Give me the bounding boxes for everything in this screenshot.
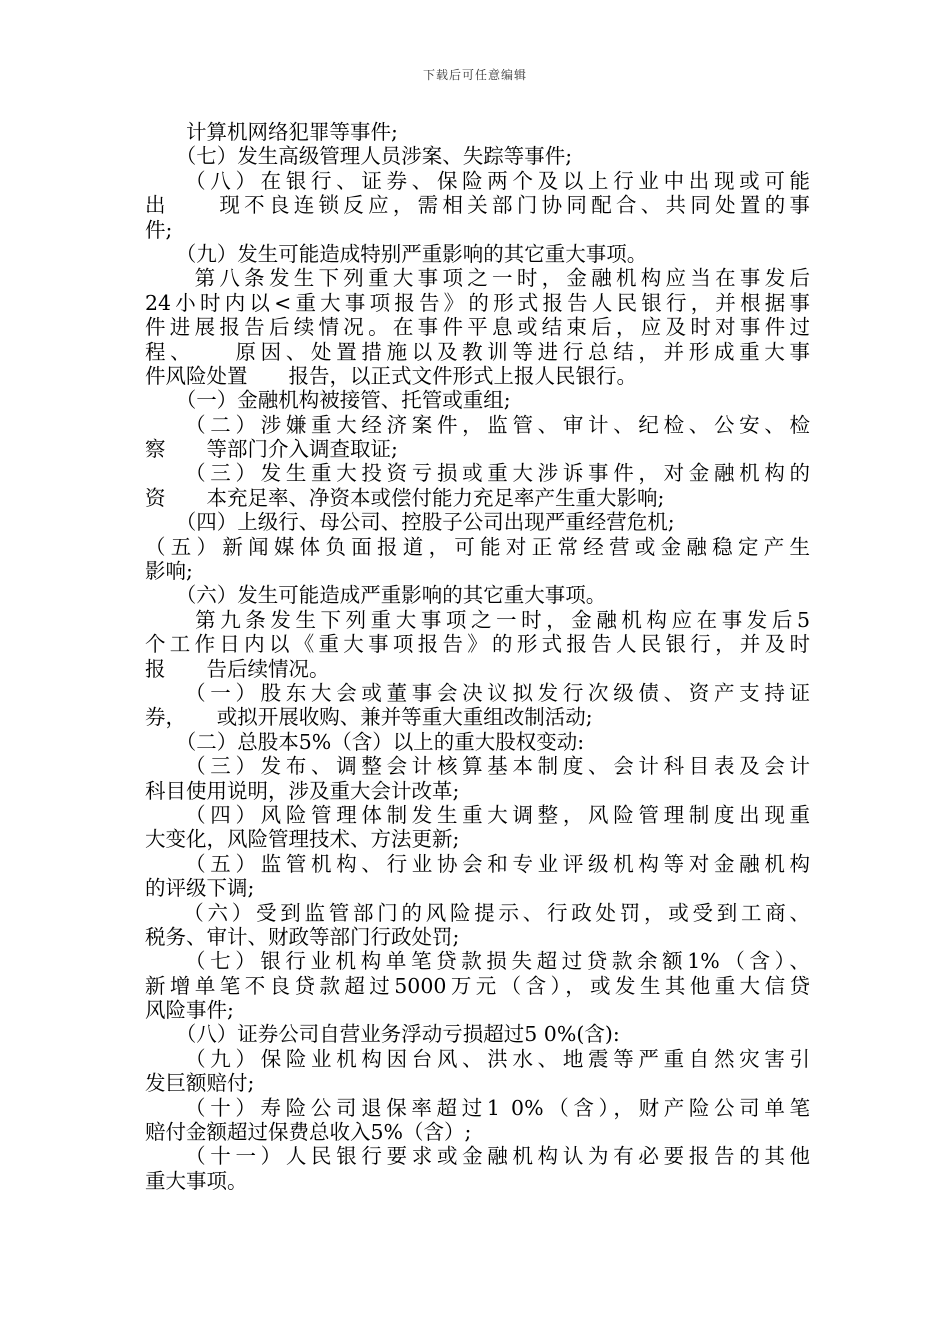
text-line: （一）股东大会或董事会决议拟发行次级债、资产支持证 — [145, 680, 810, 705]
text-line: 发巨额赔付; — [145, 1071, 255, 1096]
page-header: 下载后可任意编辑 — [422, 68, 527, 82]
text-line: （四）风险管理体制发生重大调整，风险管理制度出现重 — [145, 802, 810, 827]
text-line: （九）保险业机构因台风、洪水、地震等严重自然灾害引 — [145, 1046, 810, 1071]
text-line: （七）发生高级管理人员涉案、失踪等事件; — [145, 144, 573, 169]
text-line: 影响; — [145, 559, 193, 584]
text-line: （二）总股本5%（含）以上的重大股权变动: — [145, 729, 585, 754]
text-line: 件; — [145, 217, 173, 242]
text-line: （一）金融机构被接管、托管或重组; — [145, 388, 511, 413]
text-line: 赔付金额超过保费总收入5%（含）; — [145, 1120, 472, 1145]
text-line: （六）发生可能造成严重影响的其它重大事项。 — [145, 583, 607, 608]
text-line: 第九条发生下列重大事项之一时，金融机构应在事发后5 — [145, 607, 810, 632]
text-line: 第八条发生下列重大事项之一时，金融机构应当在事发后 — [145, 266, 810, 291]
text-line: 件进展报告后续情况。在事件平息或结束后，应及时对事件过 — [145, 315, 810, 340]
text-line: 出 现不良连锁反应，需相关部门协同配合、共同处置的事 — [145, 193, 810, 218]
text-line: （九）发生可能造成特别严重影响的其它重大事项。 — [145, 241, 648, 266]
text-line: （八）证券公司自营业务浮动亏损超过5 0%(含): — [145, 1022, 620, 1047]
text-line: （五）监管机构、行业协会和专业评级机构等对金融机构 — [145, 851, 810, 876]
text-line: 券， 或拟开展收购、兼并等重大重组改制活动; — [145, 705, 593, 730]
text-line: （二）涉嫌重大经济案件，监管、审计、纪检、公安、检 — [145, 412, 810, 437]
text-line: 资 本充足率、净资本或偿付能力充足率产生重大影响; — [145, 485, 665, 510]
text-line: （三）发布、调整会计核算基本制度、会计科目表及会计 — [145, 754, 810, 779]
text-line: （七）银行业机构单笔贷款损失超过贷款余额1%（含）、 — [145, 949, 810, 974]
text-line: （三）发生重大投资亏损或重大涉诉事件，对金融机构的 — [145, 461, 810, 486]
text-line: （五）新闻媒体负面报道，可能对正常经营或金融稳定产生 — [145, 534, 810, 559]
text-line: 科目使用说明，涉及重大会计改革; — [145, 778, 460, 803]
text-line: 税务、审计、财政等部门行政处罚; — [145, 924, 460, 949]
text-line: （十一）人民银行要求或金融机构认为有必要报告的其他 — [145, 1144, 810, 1169]
text-line: 风险事件; — [145, 998, 234, 1023]
text-line: 重大事项。 — [145, 1168, 248, 1193]
text-line: 24小时内以<重大事项报告》的形式报告人民银行，并根据事 — [145, 290, 810, 315]
text-line: 新增单笔不良贷款超过5000万元（含），或发生其他重大信贷 — [145, 973, 810, 998]
text-line: 计算机网络犯罪等事件; — [145, 120, 398, 144]
text-line: 大变化，风险管理技术、方法更新; — [145, 827, 460, 852]
text-line: （四）上级行、母公司、控股子公司出现严重经营危机; — [145, 510, 675, 535]
text-line: 察 等部门介入调查取证; — [145, 437, 398, 462]
text-line: 件风险处置 报告，以正式文件形式上报人民银行。 — [145, 363, 637, 388]
text-line: 报 告后续情况。 — [145, 656, 330, 681]
text-line: 的评级下调; — [145, 876, 255, 901]
text-line: （八）在银行、证券、保险两个及以上行业中出现或可能 — [145, 168, 810, 193]
text-line: 个工作日内以《重大事项报告》的形式报告人民银行，并及时 — [145, 632, 810, 657]
text-line: （六）受到监管部门的风险提示、行政处罚，或受到工商、 — [145, 900, 810, 925]
text-line: 程、 原因、处置措施以及教训等进行总结，并形成重大事 — [145, 339, 810, 364]
document-body — [145, 120, 810, 1193]
text-line: （十）寿险公司退保率超过1 0%（含），财产险公司单笔 — [145, 1095, 810, 1120]
